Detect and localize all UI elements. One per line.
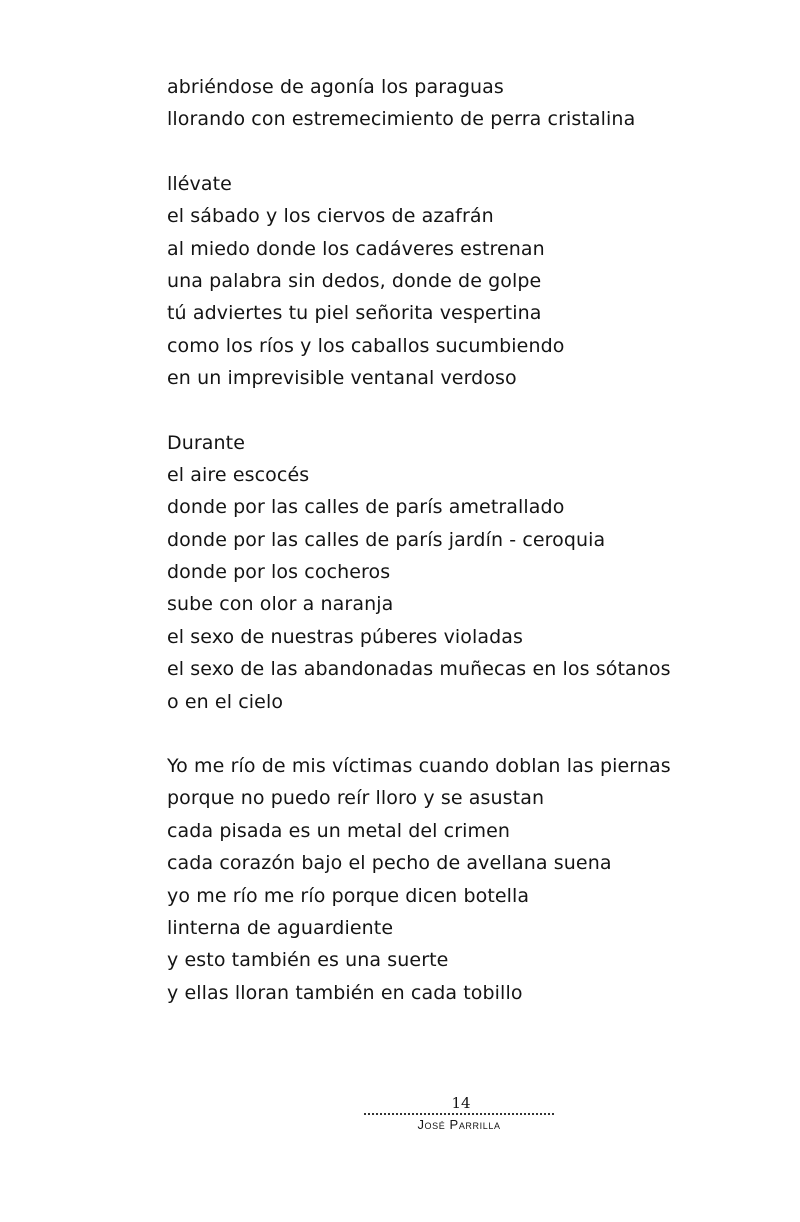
author-name: José Parrilla xyxy=(417,1117,501,1132)
poem-line: el aire escocés xyxy=(167,463,310,486)
poem-line: Durante xyxy=(167,431,246,454)
footer-divider xyxy=(364,1113,554,1115)
poem-line: cada corazón bajo el pecho de avellana suena xyxy=(167,852,612,875)
poem-body xyxy=(167,71,767,1041)
poem-line: donde por las calles de parís ametrallado xyxy=(167,496,565,519)
poem-line: o en el cielo xyxy=(167,690,284,713)
poem-line: sube con olor a naranja xyxy=(167,593,394,616)
stanza-1 xyxy=(167,71,767,136)
poem-line: el sexo de nuestras púberes violadas xyxy=(167,625,524,648)
poem-line: donde por las calles de parís jardín - ceroquia xyxy=(167,528,606,551)
poem-line: una palabra sin dedos, donde de golpe xyxy=(167,269,542,292)
poem-line: llévate xyxy=(167,172,232,195)
poem-line: el sexo de las abandonadas muñecas en los sótanos xyxy=(167,658,671,681)
poem-line: linterna de aguardiente xyxy=(167,916,394,939)
poem-line: Yo me río de mis víctimas cuando doblan las piernas xyxy=(167,755,671,778)
poem-line: donde por los cocheros xyxy=(167,561,391,584)
poem-line: porque no puedo reír lloro y se asustan xyxy=(167,787,545,810)
poem-line: cada pisada es un metal del crimen xyxy=(167,819,511,842)
poem-line: al miedo donde los cadáveres estrenan xyxy=(167,237,545,260)
poem-line: abriéndose de agonía los paraguas xyxy=(167,76,504,98)
page-number: 14 xyxy=(451,1094,471,1112)
poem-line: yo me río me río porque dicen botella xyxy=(167,884,530,907)
poem-line: tú adviertes tu piel señorita vespertina xyxy=(167,302,542,325)
stanza-3 xyxy=(167,427,767,719)
stanza-2 xyxy=(167,168,767,395)
poem-line: y esto también es una suerte xyxy=(167,949,449,972)
page-footer xyxy=(364,1094,554,1133)
poem-line: y ellas lloran también en cada tobillo xyxy=(167,981,523,1004)
poem-line: como los ríos y los caballos sucumbiendo xyxy=(167,334,565,357)
poem-line: el sábado y los ciervos de azafrán xyxy=(167,205,494,228)
stanza-4 xyxy=(167,750,767,1009)
poem-line: en un imprevisible ventanal verdoso xyxy=(167,367,517,390)
poem-line: llorando con estremecimiento de perra cristalina xyxy=(167,108,636,131)
